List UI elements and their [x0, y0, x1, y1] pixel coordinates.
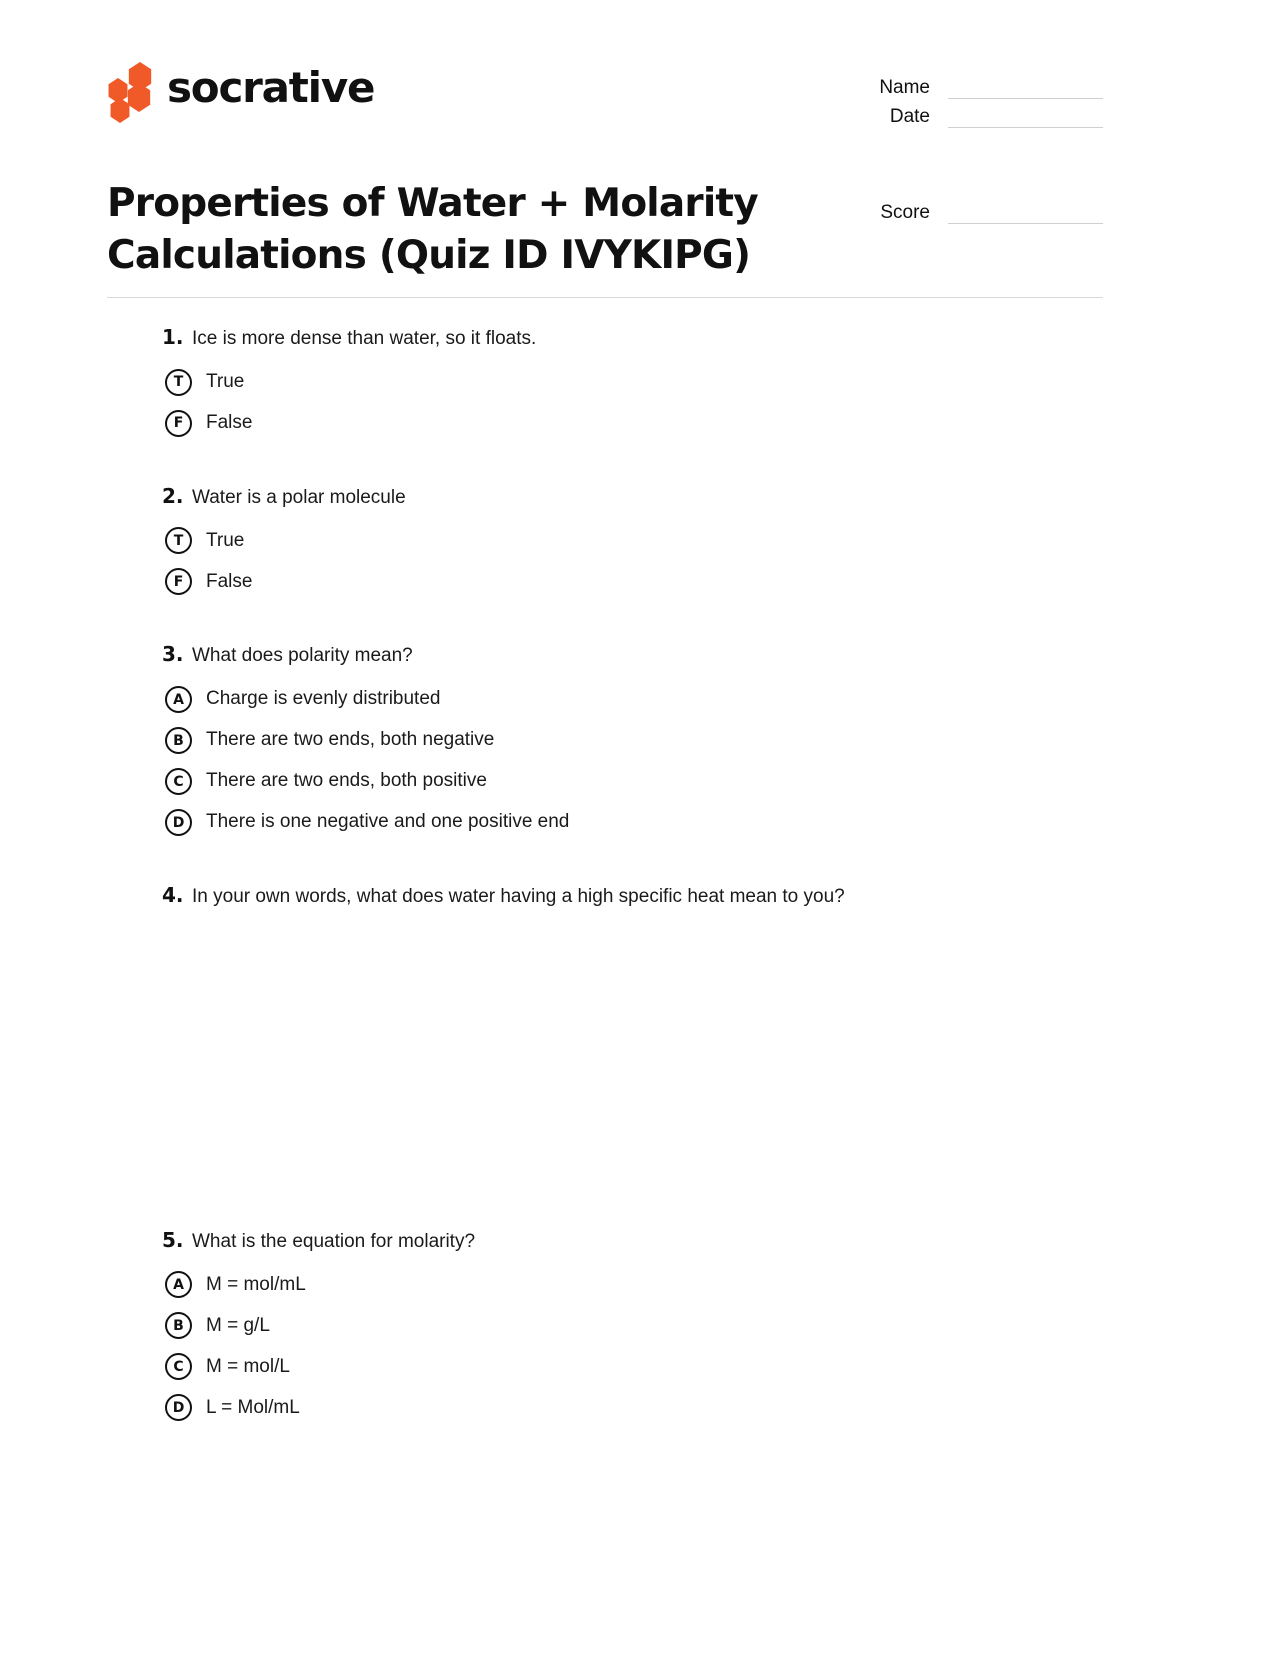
- question-header: [162, 484, 1103, 511]
- hexagon-icon: [126, 83, 152, 112]
- date-label: Date: [889, 106, 930, 128]
- hexagon-icon: [107, 78, 129, 103]
- option-label: Charge is evenly distributed: [206, 688, 441, 710]
- option-bubble[interactable]: A: [165, 1271, 192, 1298]
- option-bubble[interactable]: T: [165, 527, 192, 554]
- option-label: False: [206, 570, 253, 592]
- answer-option[interactable]: [165, 761, 1103, 802]
- option-label: M = g/L: [206, 1314, 270, 1336]
- name-label: Name: [879, 77, 930, 99]
- brand-wordmark: socrative: [167, 63, 375, 112]
- option-bubble[interactable]: F: [165, 568, 192, 595]
- question-item: [107, 484, 1103, 603]
- question-header: [162, 1228, 1103, 1255]
- question-text: Water is a polar molecule: [192, 486, 406, 508]
- name-field-row: [773, 70, 1103, 99]
- answer-option[interactable]: [165, 561, 1103, 602]
- free-response-answer-area[interactable]: [107, 918, 1103, 1188]
- answer-option[interactable]: [165, 1387, 1103, 1428]
- option-label: M = mol/L: [206, 1355, 290, 1377]
- option-label: False: [206, 411, 253, 433]
- date-input-line[interactable]: [948, 105, 1103, 128]
- page-header: [107, 0, 1103, 278]
- option-list: [107, 362, 1103, 444]
- answer-option[interactable]: [165, 679, 1103, 720]
- option-bubble[interactable]: C: [165, 768, 192, 795]
- option-bubble[interactable]: B: [165, 1312, 192, 1339]
- question-text: Ice is more dense than water, so it floats.: [192, 328, 537, 349]
- question-number: 5.: [162, 1227, 184, 1252]
- option-label: There are two ends, both negative: [206, 729, 495, 751]
- option-label: L = Mol/mL: [206, 1396, 300, 1418]
- option-list: [107, 1264, 1103, 1428]
- answer-option[interactable]: [165, 1305, 1103, 1346]
- answer-option[interactable]: [165, 403, 1103, 444]
- option-label: There is one negative and one positive end: [206, 811, 570, 833]
- answer-option[interactable]: [165, 362, 1103, 403]
- question-item: [107, 325, 1103, 444]
- option-label: There are two ends, both positive: [206, 770, 487, 792]
- question-header: [162, 325, 1103, 352]
- header-divider: [107, 297, 1103, 298]
- question-header: [162, 642, 1103, 669]
- question-number: 2.: [162, 483, 184, 508]
- score-field-row: [773, 195, 1103, 224]
- score-input-line[interactable]: [948, 201, 1103, 224]
- score-field: [773, 195, 1103, 224]
- date-field-row: [773, 99, 1103, 128]
- socrative-logo: [107, 60, 374, 116]
- answer-option[interactable]: [165, 720, 1103, 761]
- student-info-fields: [773, 70, 1103, 128]
- question-list: [107, 325, 1103, 1468]
- quiz-page: [107, 0, 1103, 1653]
- option-list: [107, 520, 1103, 602]
- answer-option[interactable]: [165, 520, 1103, 561]
- question-number: 4.: [162, 883, 184, 908]
- score-label: Score: [880, 202, 930, 224]
- option-label: M = mol/mL: [206, 1273, 306, 1295]
- option-bubble[interactable]: F: [165, 410, 192, 437]
- option-label: True: [206, 370, 245, 392]
- option-bubble[interactable]: T: [165, 369, 192, 396]
- option-bubble[interactable]: D: [165, 809, 192, 836]
- hexagon-logo-icon: [107, 60, 153, 116]
- option-bubble[interactable]: A: [165, 686, 192, 713]
- answer-option[interactable]: [165, 802, 1103, 843]
- question-number: 3.: [162, 642, 184, 667]
- question-text: What does polarity mean?: [192, 645, 413, 667]
- option-bubble[interactable]: B: [165, 727, 192, 754]
- question-text: In your own words, what does water having a high specific heat mean to you?: [192, 886, 845, 908]
- question-header: [162, 883, 1103, 910]
- question-item: [107, 883, 1103, 1188]
- question-number: 1.: [162, 325, 184, 349]
- option-list: [107, 679, 1103, 843]
- answer-option[interactable]: [165, 1264, 1103, 1305]
- hexagon-icon: [109, 98, 131, 123]
- page-title: Properties of Water + Molarity Calculations (Quiz ID IVYKIPG): [107, 181, 758, 278]
- name-input-line[interactable]: [948, 76, 1103, 99]
- option-label: True: [206, 529, 245, 551]
- question-text: What is the equation for molarity?: [192, 1230, 476, 1252]
- option-bubble[interactable]: C: [165, 1353, 192, 1380]
- answer-option[interactable]: [165, 1346, 1103, 1387]
- question-item: [107, 1228, 1103, 1429]
- option-bubble[interactable]: D: [165, 1394, 192, 1421]
- question-item: [107, 642, 1103, 843]
